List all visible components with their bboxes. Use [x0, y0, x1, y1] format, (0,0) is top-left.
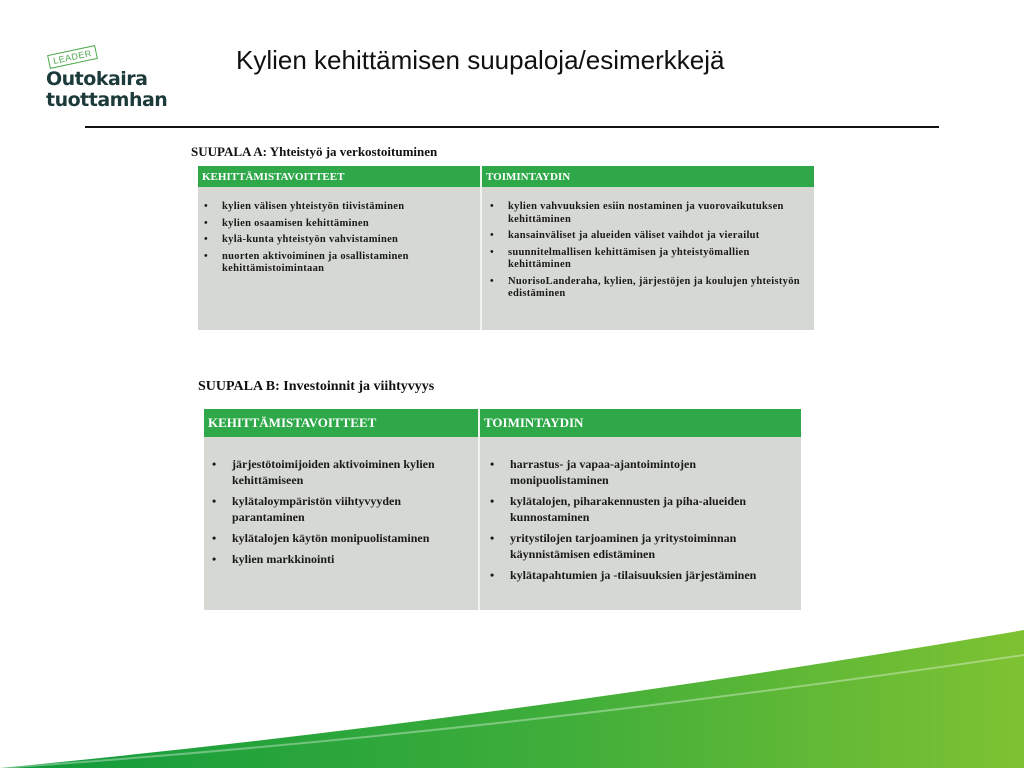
section-a-table-header: [198, 166, 814, 187]
section-b-table-header: [204, 409, 801, 437]
list-item: • kylien osaamisen kehittäminen: [198, 218, 468, 231]
section-a-col2-header: TOIMINTAYDIN: [486, 170, 571, 183]
logo-text-line2: tuottamhan: [46, 89, 168, 111]
section-b-col1: [204, 456, 470, 572]
list-item: • kylätapahtumien ja -tilaisuuksien järjestäminen: [482, 567, 782, 583]
list-item: • kylätaloympäristön viihtyvyyden parantaminen: [204, 493, 470, 525]
section-b-col2-header: TOIMINTAYDIN: [484, 415, 584, 430]
section-a-col2: [484, 201, 810, 305]
list-item: • järjestötoimijoiden aktivoiminen kylien kehittämiseen: [204, 456, 470, 488]
list-item: • suunnitelmallisen kehittämisen ja yhteistyömallien kehittäminen: [484, 247, 810, 272]
list-item: • nuorten aktivoiminen ja osallistaminen kehittämistoimintaan: [198, 251, 468, 276]
list-item: • kylätalojen, piharakennusten ja piha-alueiden kunnostaminen: [482, 493, 782, 525]
title-divider: [85, 126, 939, 128]
section-b-col2: [482, 456, 782, 588]
list-item: • harrastus- ja vapaa-ajantoimintojen monipuolistaminen: [482, 456, 782, 488]
page-title: Kylien kehittämisen suupaloja/esimerkkejä: [236, 45, 725, 75]
list-item: • kylien markkinointi: [204, 551, 470, 567]
leader-logo: [46, 46, 176, 116]
list-item: • kylä-kunta yhteistyön vahvistaminen: [198, 234, 468, 247]
section-a-column-divider: [480, 166, 482, 330]
section-b-table: [204, 409, 801, 610]
list-item: • kylätalojen käytön monipuolistaminen: [204, 530, 470, 546]
section-b-col1-header: KEHITTÄMISTAVOITTEET: [208, 415, 377, 430]
section-a-col1: [198, 201, 468, 280]
section-b-column-divider: [478, 409, 480, 610]
section-a-col1-header: KEHITTÄMISTAVOITTEET: [202, 170, 345, 183]
list-item: • kylien välisen yhteistyön tiivistäminen: [198, 201, 468, 214]
list-item: • kylien vahvuuksien esiin nostaminen ja vuorovaikutuksen kehittäminen: [484, 201, 810, 226]
list-item: • NuorisoLanderaha, kylien, järjestöjen ja koulujen yhteistyön edistäminen: [484, 276, 810, 301]
list-item: • yritystilojen tarjoaminen ja yritystoiminnan käynnistämisen edistäminen: [482, 530, 782, 562]
section-b-heading: SUUPALA B: Investoinnit ja viihtyvyys: [198, 379, 435, 394]
section-a-heading: SUUPALA A: Yhteistyö ja verkostoituminen: [191, 144, 438, 159]
logo-text-line1: Outokaira: [46, 68, 148, 90]
list-item: • kansainväliset ja alueiden väliset vaihdot ja vierailut: [484, 230, 810, 243]
section-a-table: [198, 166, 814, 330]
leader-badge: LEADER: [47, 45, 98, 69]
